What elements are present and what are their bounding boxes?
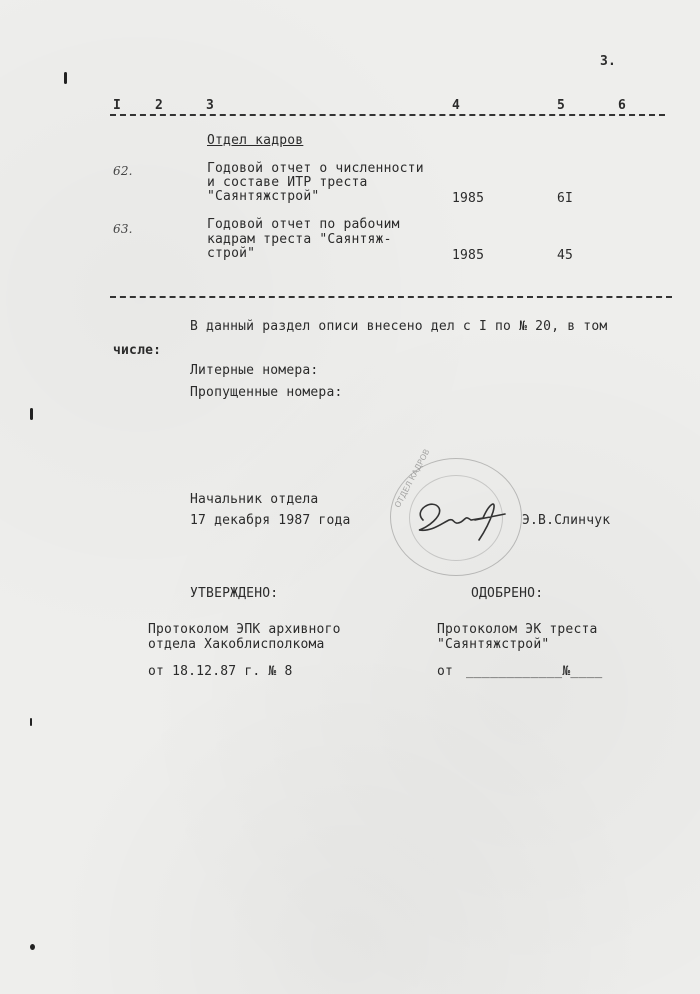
- section-separator: [110, 296, 672, 298]
- approved-line: Протоколом ЭПК архивного: [148, 622, 341, 637]
- approved-protocol-ref: от 18.12.87 г. № 8: [148, 664, 293, 679]
- page-number: 3.: [600, 54, 617, 69]
- record-number: 63.: [113, 222, 133, 236]
- literal-numbers-label: Литерные номера:: [190, 363, 319, 378]
- record-number: 62.: [113, 164, 133, 178]
- record-title-line: строй": [207, 246, 256, 261]
- scan-mark: [30, 944, 35, 950]
- header-rule: [110, 114, 665, 116]
- agreed-line: Протоколом ЭК треста: [437, 622, 598, 637]
- agreed-line: "Саянтяжстрой": [437, 637, 550, 652]
- approved-line: отдела Хакоблисполкома: [148, 637, 325, 652]
- approved-label: УТВЕРЖДЕНО:: [190, 586, 279, 601]
- record-year: 1985: [452, 191, 485, 206]
- column-header-3: 3: [206, 98, 215, 113]
- agreed-protocol-prefix: от: [437, 664, 454, 679]
- signature: [405, 490, 515, 545]
- record-sheets: 6I: [557, 191, 574, 206]
- scan-mark: [30, 408, 33, 420]
- signatory-name: Э.В.Слинчук: [522, 513, 611, 528]
- record-sheets: 45: [557, 248, 574, 263]
- record-year: 1985: [452, 248, 485, 263]
- column-header-1: I: [113, 98, 122, 113]
- record-title-line: кадрам треста "Саянтяж-: [207, 232, 392, 247]
- section-title: Отдел кадров: [207, 133, 304, 148]
- record-title-line: Годовой отчет о численности: [207, 161, 424, 176]
- scan-mark: [30, 718, 32, 726]
- summary-line: В данный раздел описи внесено дел с I по № 20, в том: [190, 319, 608, 334]
- signoff-date: 17 декабря 1987 года: [190, 513, 351, 528]
- stamp-text: ОТДЕЛ КАДРОВ: [393, 447, 432, 510]
- column-header-6: 6: [618, 98, 627, 113]
- record-title-line: Годовой отчет по рабочим: [207, 217, 400, 232]
- summary-line-continued: числе:: [113, 343, 162, 358]
- column-header-5: 5: [557, 98, 566, 113]
- agreed-protocol-blank: ____________№____: [466, 664, 603, 679]
- agreed-label: ОДОБРЕНО:: [471, 586, 544, 601]
- record-title-line: и составе ИТР треста: [207, 175, 368, 190]
- scan-mark: [64, 72, 67, 84]
- column-header-2: 2: [155, 98, 164, 113]
- record-title-line: "Саянтяжстрой": [207, 189, 320, 204]
- column-header-4: 4: [452, 98, 461, 113]
- missing-numbers-label: Пропущенные номера:: [190, 385, 343, 400]
- position-title: Начальник отдела: [190, 492, 319, 507]
